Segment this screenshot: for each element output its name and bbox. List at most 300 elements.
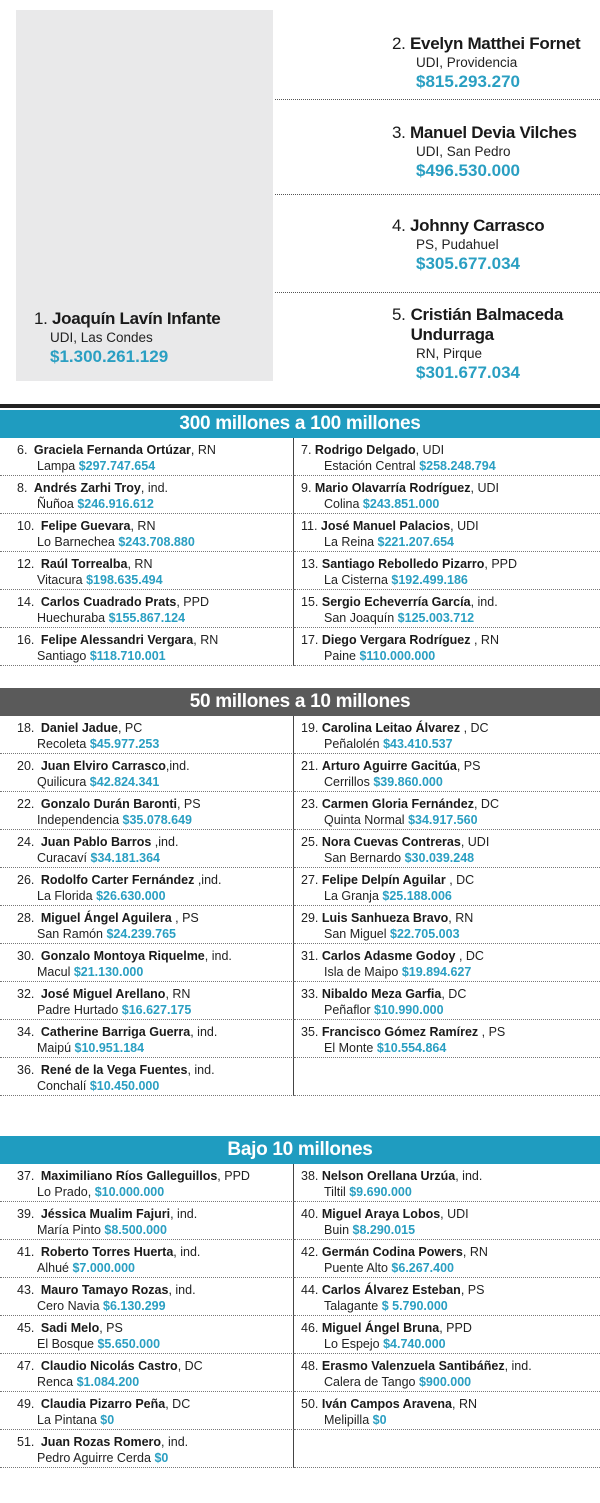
item-party: , UDI bbox=[460, 835, 490, 849]
item-amount: $10.000.000 bbox=[94, 1185, 165, 1199]
item-name-line bbox=[294, 519, 600, 534]
rank-4 bbox=[392, 216, 600, 275]
item-number: 7. bbox=[301, 443, 315, 457]
list-item bbox=[0, 1240, 294, 1278]
rank-3 bbox=[392, 123, 600, 182]
item-number: 30. bbox=[17, 949, 38, 963]
item-party: , DC bbox=[473, 797, 499, 811]
item-commune: Buin bbox=[324, 1223, 353, 1237]
item-name-line bbox=[0, 1245, 293, 1260]
item-detail-line bbox=[0, 964, 293, 980]
item-party: , DC bbox=[177, 1359, 203, 1373]
item-name: Erasmo Valenzuela Santibáñez bbox=[321, 1359, 505, 1373]
item-commune: La Granja bbox=[324, 889, 383, 903]
item-name: Graciela Fernanda Ortúzar bbox=[33, 443, 191, 457]
item-amount: $34.181.364 bbox=[90, 851, 161, 865]
item-name-line bbox=[294, 557, 600, 572]
item-party: , RN bbox=[462, 1245, 488, 1259]
item-party: , ind. bbox=[455, 1169, 483, 1183]
item-commune: Lo Prado, bbox=[37, 1185, 95, 1199]
list-item bbox=[294, 628, 600, 666]
rank-amount: $496.530.000 bbox=[416, 161, 520, 180]
rank-number: 3. bbox=[392, 123, 406, 142]
item-party: ,ind. bbox=[194, 873, 222, 887]
item-name-line bbox=[0, 949, 293, 964]
item-number: 51. bbox=[17, 1435, 38, 1449]
item-party: , PS bbox=[171, 911, 199, 925]
item-detail-line bbox=[294, 1336, 600, 1352]
rank-party: UDI, Las Condes bbox=[50, 330, 153, 345]
list-item bbox=[294, 1164, 600, 1202]
item-amount: $42.824.341 bbox=[89, 775, 160, 789]
item-name-line bbox=[0, 1435, 293, 1450]
item-commune: Alhué bbox=[37, 1261, 73, 1275]
item-number: 41. bbox=[17, 1245, 38, 1259]
item-name: Catherine Barriga Guerra bbox=[40, 1025, 191, 1039]
item-detail-line bbox=[0, 1450, 293, 1466]
item-amount: $243.708.880 bbox=[118, 535, 195, 549]
item-detail-line bbox=[294, 534, 600, 550]
item-number: 21. bbox=[301, 759, 322, 773]
item-number: 13. bbox=[301, 557, 322, 571]
item-party: , DC bbox=[460, 721, 489, 735]
item-party: ,ind. bbox=[165, 759, 190, 773]
item-party: , RN bbox=[130, 519, 156, 533]
item-number: 32. bbox=[17, 987, 38, 1001]
item-name: Carlos Adasme Godoy bbox=[321, 949, 456, 963]
item-name: Nora Cuevas Contreras bbox=[321, 835, 461, 849]
item-name: Carmen Gloria Fernández bbox=[321, 797, 474, 811]
rank-amount: $1.300.261.129 bbox=[50, 347, 169, 366]
item-detail-line bbox=[294, 1298, 600, 1314]
item-amount: $192.499.186 bbox=[391, 573, 468, 587]
item-party: , UDI bbox=[450, 519, 479, 533]
item-name: Sadi Melo bbox=[40, 1321, 100, 1335]
item-name: Mario Olavarría Rodríguez bbox=[314, 481, 471, 495]
item-name-line bbox=[0, 1283, 293, 1298]
item-name-line bbox=[294, 1397, 600, 1412]
item-name-line bbox=[294, 1207, 600, 1222]
list-item bbox=[294, 1202, 600, 1240]
list-item bbox=[294, 944, 600, 982]
item-amount: $5.650.000 bbox=[97, 1337, 161, 1351]
item-number: 10. bbox=[17, 519, 38, 533]
item-commune: Independencia bbox=[37, 813, 123, 827]
list-item bbox=[294, 1278, 600, 1316]
section-grid bbox=[0, 438, 600, 666]
item-number: 26. bbox=[17, 873, 38, 887]
item-number: 28. bbox=[17, 911, 38, 925]
item-detail-line bbox=[0, 1336, 293, 1352]
item-number: 17. bbox=[301, 633, 322, 647]
item-amount: $198.635.494 bbox=[86, 573, 163, 587]
item-commune: Quinta Normal bbox=[324, 813, 409, 827]
item-party: , ind. bbox=[168, 1283, 196, 1297]
item-amount: $45.977.253 bbox=[89, 737, 160, 751]
item-amount: $16.627.175 bbox=[121, 1003, 192, 1017]
item-detail-line bbox=[294, 610, 600, 626]
item-commune: San Bernardo bbox=[324, 851, 405, 865]
item-name-line bbox=[0, 873, 293, 888]
item-detail-line bbox=[0, 736, 293, 752]
item-name: Nibaldo Meza Garfia bbox=[321, 987, 442, 1001]
item-number: 46. bbox=[301, 1321, 322, 1335]
item-number: 24. bbox=[17, 835, 38, 849]
item-name: Rodrigo Delgado bbox=[314, 443, 416, 457]
item-amount: $21.130.000 bbox=[73, 965, 144, 979]
item-amount: $24.239.765 bbox=[106, 927, 176, 941]
item-number: 31. bbox=[301, 949, 322, 963]
list-item bbox=[0, 514, 294, 552]
item-name: Luis Sanhueza Bravo bbox=[321, 911, 449, 925]
item-amount: $9.690.000 bbox=[349, 1185, 412, 1199]
list-item bbox=[294, 716, 600, 754]
item-number: 39. bbox=[17, 1207, 38, 1221]
item-amount: $258.248.794 bbox=[419, 459, 496, 473]
item-party: , PS bbox=[478, 1025, 506, 1039]
item-detail-line bbox=[0, 648, 293, 664]
item-name-line bbox=[0, 443, 293, 458]
item-number: 49. bbox=[17, 1397, 38, 1411]
item-name-line bbox=[294, 481, 600, 496]
item-name: Arturo Aguirre Gacitúa bbox=[321, 759, 457, 773]
item-number: 6. bbox=[17, 443, 31, 457]
item-name: Miguel Ángel Bruna bbox=[321, 1321, 440, 1335]
item-name: Felipe Guevara bbox=[40, 519, 131, 533]
item-commune: Pedro Aguirre Cerda bbox=[37, 1451, 155, 1465]
item-commune: Huechuraba bbox=[37, 611, 109, 625]
item-name: Miguel Ángel Aguilera bbox=[40, 911, 172, 925]
item-name: René de la Vega Fuentes bbox=[40, 1063, 188, 1077]
list-item bbox=[294, 1240, 600, 1278]
item-number: 11. bbox=[301, 519, 321, 533]
item-detail-line bbox=[294, 850, 600, 866]
item-detail-line bbox=[0, 1040, 293, 1056]
item-commune: El Bosque bbox=[37, 1337, 98, 1351]
item-number: 34. bbox=[17, 1025, 38, 1039]
item-amount: $0 bbox=[372, 1413, 387, 1427]
item-amount: $297.747.654 bbox=[78, 459, 156, 473]
item-detail-line bbox=[294, 888, 600, 904]
item-name: Carolina Leitao Álvarez bbox=[321, 721, 461, 735]
item-party: , ind. bbox=[173, 1245, 201, 1259]
rank-party: PS, Pudahuel bbox=[416, 237, 499, 252]
item-party: , PC bbox=[117, 721, 143, 735]
item-commune: Macul bbox=[37, 965, 74, 979]
item-commune: Padre Hurtado bbox=[37, 1003, 122, 1017]
divider bbox=[275, 99, 600, 100]
item-name-line bbox=[294, 949, 600, 964]
item-party: , UDI bbox=[440, 1207, 469, 1221]
list-item bbox=[294, 514, 600, 552]
item-party: , PS bbox=[456, 759, 481, 773]
item-number: 25. bbox=[301, 835, 322, 849]
item-name-line bbox=[294, 1321, 600, 1336]
item-number: 35. bbox=[301, 1025, 322, 1039]
item-amount: $39.860.000 bbox=[373, 775, 443, 789]
list-item bbox=[294, 1020, 600, 1058]
item-name: Juan Rozas Romero bbox=[40, 1435, 162, 1449]
item-commune: Recoleta bbox=[37, 737, 90, 751]
item-detail-line bbox=[294, 1374, 600, 1390]
item-name-line bbox=[294, 633, 600, 648]
rank-party: UDI, San Pedro bbox=[416, 144, 511, 159]
rank-amount: $301.677.034 bbox=[416, 363, 520, 382]
item-party: , PPD bbox=[217, 1169, 250, 1183]
item-name-line bbox=[0, 1397, 293, 1412]
item-amount: $118.710.001 bbox=[89, 649, 166, 663]
item-amount: $30.039.248 bbox=[404, 851, 475, 865]
item-number: 12. bbox=[17, 557, 38, 571]
item-commune: María Pinto bbox=[37, 1223, 105, 1237]
rank-amount: $815.293.270 bbox=[416, 72, 520, 91]
item-detail-line bbox=[0, 1412, 293, 1428]
item-detail-line bbox=[0, 926, 293, 942]
item-number: 14. bbox=[17, 595, 38, 609]
empty-cell bbox=[294, 1058, 600, 1096]
item-commune: Peñaflor bbox=[324, 1003, 375, 1017]
empty-cell bbox=[294, 1430, 600, 1468]
item-name-line bbox=[294, 759, 600, 774]
item-number: 44. bbox=[301, 1283, 322, 1297]
item-detail-line bbox=[0, 572, 293, 588]
list-item bbox=[0, 982, 294, 1020]
item-detail-line bbox=[0, 610, 293, 626]
item-name: Mauro Tamayo Rozas bbox=[40, 1283, 169, 1297]
item-party: , UDI bbox=[470, 481, 499, 495]
item-amount: $1.084.200 bbox=[76, 1375, 140, 1389]
item-number: 37. bbox=[17, 1169, 38, 1183]
item-name-line bbox=[294, 987, 600, 1002]
item-commune: Talagante bbox=[324, 1299, 382, 1313]
item-commune: Paine bbox=[324, 649, 360, 663]
item-commune: San Miguel bbox=[324, 927, 391, 941]
item-detail-line bbox=[0, 1222, 293, 1238]
list-item bbox=[0, 476, 294, 514]
item-name: Jéssica Mualim Fajuri bbox=[40, 1207, 171, 1221]
rank-5 bbox=[392, 305, 600, 384]
divider bbox=[275, 292, 600, 293]
rank-name: Manuel Devia Vilches bbox=[410, 123, 577, 142]
item-commune: Colina bbox=[324, 497, 363, 511]
item-party: , DC bbox=[441, 987, 467, 1001]
list-item bbox=[0, 906, 294, 944]
item-name-line bbox=[294, 1283, 600, 1298]
rank-amount: $305.677.034 bbox=[416, 254, 520, 273]
item-name-line bbox=[0, 481, 293, 496]
list-item bbox=[0, 1278, 294, 1316]
item-name: Juan Pablo Barros bbox=[40, 835, 152, 849]
list-item bbox=[294, 830, 600, 868]
item-name-line bbox=[294, 1025, 600, 1040]
item-name: José Manuel Palacios bbox=[320, 519, 451, 533]
list-item bbox=[0, 552, 294, 590]
list-item bbox=[0, 1058, 294, 1096]
list-item bbox=[0, 830, 294, 868]
item-party: , PS bbox=[99, 1321, 123, 1335]
item-name: Maximiliano Ríos Galleguillos bbox=[40, 1169, 218, 1183]
item-amount: $6.130.299 bbox=[103, 1299, 166, 1313]
item-commune: La Pintana bbox=[37, 1413, 101, 1427]
item-name: Andrés Zarhi Troy bbox=[33, 481, 141, 495]
rank-name: Johnny Carrasco bbox=[410, 216, 545, 235]
section-header: 300 millones a 100 millones bbox=[0, 410, 600, 438]
item-detail-line bbox=[0, 888, 293, 904]
divider bbox=[275, 194, 600, 195]
item-party: , RN bbox=[165, 987, 191, 1001]
item-name: Carlos Cuadrado Prats bbox=[40, 595, 177, 609]
item-party: , ind. bbox=[470, 595, 498, 609]
item-party: , ind. bbox=[170, 1207, 198, 1221]
item-amount: $35.078.649 bbox=[122, 813, 193, 827]
item-commune: Calera de Tango bbox=[324, 1375, 419, 1389]
item-number: 47. bbox=[17, 1359, 38, 1373]
item-commune: Melipilla bbox=[324, 1413, 373, 1427]
item-detail-line bbox=[294, 926, 600, 942]
item-number: 38. bbox=[301, 1169, 322, 1183]
item-commune: Estación Central bbox=[324, 459, 420, 473]
list-item bbox=[0, 754, 294, 792]
rank-party: RN, Pirque bbox=[416, 346, 483, 361]
item-name-line bbox=[294, 1359, 600, 1374]
item-commune: La Cisterna bbox=[324, 573, 392, 587]
item-amount: $25.188.006 bbox=[382, 889, 452, 903]
item-number: 16. bbox=[17, 633, 38, 647]
item-amount: $900.000 bbox=[418, 1375, 472, 1389]
item-party: , PS bbox=[460, 1283, 485, 1297]
item-detail-line bbox=[0, 850, 293, 866]
item-party: , RN bbox=[193, 633, 219, 647]
item-number: 33. bbox=[301, 987, 322, 1001]
item-party: , RN bbox=[470, 633, 499, 647]
item-amount: $4.740.000 bbox=[383, 1337, 446, 1351]
item-party: , RN bbox=[448, 911, 474, 925]
rank-2 bbox=[392, 34, 600, 93]
item-name-line bbox=[0, 759, 293, 774]
item-name: Iván Campos Aravena bbox=[321, 1397, 453, 1411]
item-name: Diego Vergara Rodríguez bbox=[321, 633, 471, 647]
list-item bbox=[294, 590, 600, 628]
item-commune: Isla de Maipo bbox=[324, 965, 402, 979]
rank-number: 5. bbox=[392, 305, 406, 324]
item-name-line bbox=[0, 911, 293, 926]
item-detail-line bbox=[0, 1374, 293, 1390]
item-detail-line bbox=[0, 458, 293, 474]
list-item bbox=[294, 476, 600, 514]
item-party: , PS bbox=[176, 797, 201, 811]
item-name-line bbox=[0, 1207, 293, 1222]
item-name: Roberto Torres Huerta bbox=[40, 1245, 174, 1259]
list-item bbox=[0, 590, 294, 628]
list-item bbox=[0, 1354, 294, 1392]
item-party: , DC bbox=[165, 1397, 191, 1411]
item-name-line bbox=[0, 835, 293, 850]
item-detail-line bbox=[0, 496, 293, 512]
item-name: Santiago Rebolledo Pizarro bbox=[321, 557, 485, 571]
item-number: 45. bbox=[17, 1321, 38, 1335]
item-detail-line bbox=[0, 1078, 293, 1094]
item-amount: $10.450.000 bbox=[89, 1079, 160, 1093]
rank-party: UDI, Providencia bbox=[416, 55, 518, 70]
item-name-line bbox=[294, 595, 600, 610]
item-name-line bbox=[294, 911, 600, 926]
item-commune: Maipú bbox=[37, 1041, 75, 1055]
rank-name: Cristián Balmaceda Undurraga bbox=[410, 305, 563, 344]
item-amount: $243.851.000 bbox=[362, 497, 440, 511]
item-party: , RN bbox=[452, 1397, 478, 1411]
item-detail-line bbox=[294, 496, 600, 512]
item-amount: $10.554.864 bbox=[376, 1041, 447, 1055]
item-name-line bbox=[0, 1025, 293, 1040]
item-name-line bbox=[294, 1169, 600, 1184]
item-commune: Cero Navia bbox=[37, 1299, 103, 1313]
item-number: 9. bbox=[301, 481, 315, 495]
item-commune: Santiago bbox=[37, 649, 90, 663]
item-commune: El Monte bbox=[324, 1041, 377, 1055]
item-party: , DC bbox=[455, 949, 484, 963]
item-amount: $155.867.124 bbox=[108, 611, 186, 625]
item-number: 40. bbox=[301, 1207, 322, 1221]
item-name-line bbox=[0, 797, 293, 812]
list-item bbox=[0, 1202, 294, 1240]
section-grid bbox=[0, 1164, 600, 1468]
list-item bbox=[294, 906, 600, 944]
item-commune: Conchalí bbox=[37, 1079, 90, 1093]
item-detail-line bbox=[0, 774, 293, 790]
item-number: 8. bbox=[17, 481, 31, 495]
item-detail-line bbox=[294, 1002, 600, 1018]
item-amount: $0 bbox=[100, 1413, 115, 1427]
item-name-line bbox=[0, 519, 293, 534]
section-grid bbox=[0, 716, 600, 1096]
list-item bbox=[0, 1164, 294, 1202]
item-commune: San Ramón bbox=[37, 927, 107, 941]
item-detail-line bbox=[0, 1298, 293, 1314]
list-item bbox=[0, 944, 294, 982]
item-commune: La Reina bbox=[324, 535, 378, 549]
list-item bbox=[0, 792, 294, 830]
item-name: Francisco Gómez Ramírez bbox=[321, 1025, 479, 1039]
item-number: 48. bbox=[301, 1359, 322, 1373]
item-number: 18. bbox=[17, 721, 38, 735]
item-commune: Peñalolén bbox=[324, 737, 384, 751]
section-header: 50 millones a 10 millones bbox=[0, 688, 600, 716]
item-party: , ind. bbox=[504, 1359, 532, 1373]
item-name: Felipe Delpín Aguilar bbox=[321, 873, 446, 887]
item-name-line bbox=[0, 595, 293, 610]
item-commune: Lo Barnechea bbox=[37, 535, 119, 549]
item-detail-line bbox=[0, 812, 293, 828]
item-name: Claudio Nicolás Castro bbox=[40, 1359, 178, 1373]
item-name: Juan Elviro Carrasco bbox=[40, 759, 166, 773]
item-number: 43. bbox=[17, 1283, 38, 1297]
list-item bbox=[294, 754, 600, 792]
item-party: , ind. bbox=[204, 949, 232, 963]
list-item bbox=[294, 438, 600, 476]
item-number: 20. bbox=[17, 759, 38, 773]
item-name-line bbox=[0, 557, 293, 572]
item-commune: La Florida bbox=[37, 889, 97, 903]
item-commune: Cerrillos bbox=[324, 775, 374, 789]
item-name-line bbox=[0, 1169, 293, 1184]
item-amount: $246.916.612 bbox=[77, 497, 154, 511]
list-item bbox=[0, 1020, 294, 1058]
item-number: 27. bbox=[301, 873, 322, 887]
section-rule bbox=[0, 404, 600, 408]
item-name: Rodolfo Carter Fernández bbox=[40, 873, 195, 887]
item-amount: $10.990.000 bbox=[374, 1003, 444, 1017]
list-item bbox=[294, 1392, 600, 1430]
